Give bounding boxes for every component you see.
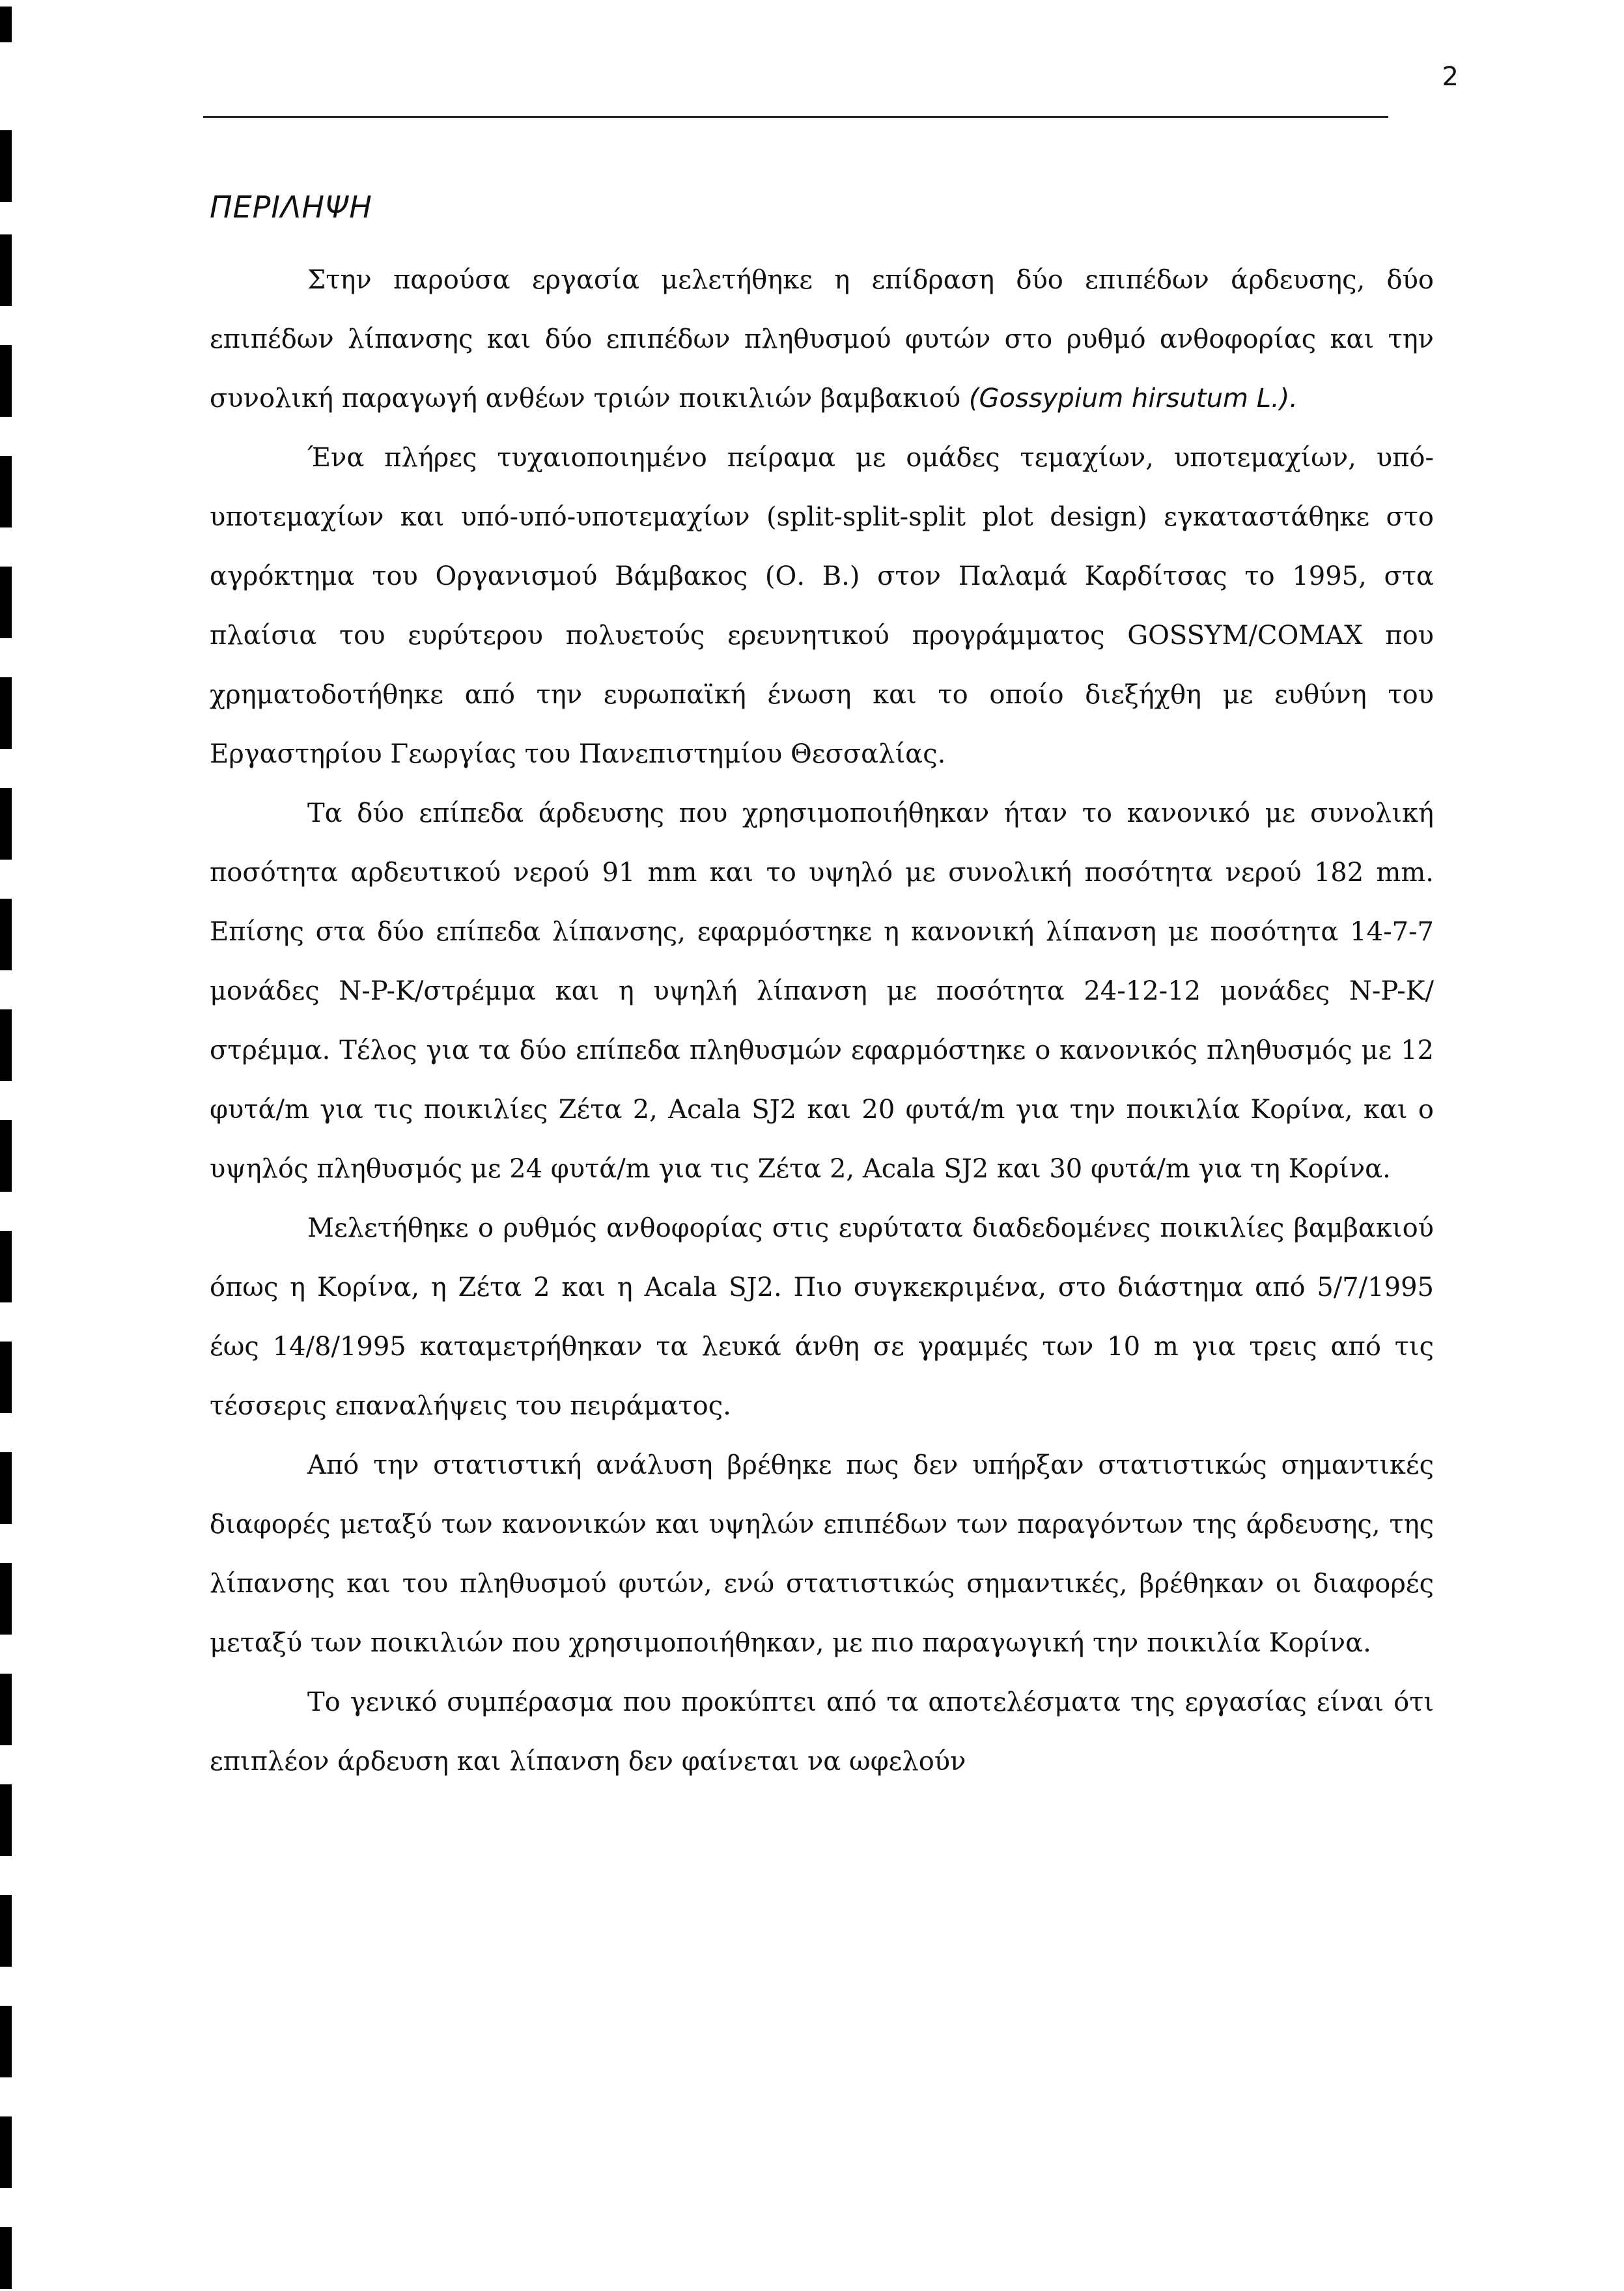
paragraph-1-text: Στην παρούσα εργασία μελετήθηκε η επίδραση δύο επιπέδων άρδευσης, δύο επιπέδων λίπανσης και δύο επιπέδων πληθυσμού φυτών στο ρυθμό ανθοφορίας και την συνολική παραγωγή ανθέων τριών ποικιλιών βαμβακιού [210,265,1434,414]
paragraph-1 [210,251,1434,429]
scan-mark [0,1452,12,1524]
paragraph-6: Το γενικό συμπέρασμα που προκύπτει από τα αποτελέσματα της εργασίας είναι ότι επιπλέον άρδευση και λίπανση δεν φαίνεται να ωφελούν [210,1687,1434,1777]
scan-mark [0,1120,12,1192]
scan-mark [0,1563,12,1635]
section-heading: ΠΕΡΙΛΗΨΗ [210,190,372,225]
scan-mark [0,1342,12,1413]
scan-mark [0,567,12,638]
scan-mark [0,677,12,749]
paragraph-3: Τα δύο επίπεδα άρδευσης που χρησιμοποιήθηκαν ήταν το κανονικό με συνολική ποσότητα αρδευτικού νερού 91 mm και το υψηλό με συνολική ποσότητα νερού 182 mm. Επίσης στα δύο επίπεδα λίπανσης, εφαρμόστηκε η κανονική λίπανση με ποσότητα 14-7-7 μονάδες N-P-K/στρέμμα και η υψηλή λίπανση με ποσότητα 24-12-12 μονάδες N-P-K/στρέμμα. Τέλος για τα δύο επίπεδα πληθυσμών εφαρμόστηκε ο κανονικός πληθυσμός με 12 φυτά/m για τις ποικιλίες Ζέτα 2, Acala SJ2 και 20 φυτά/m για την ποικιλία Κορίνα, και ο υψηλός πληθυσμός με 24 φυτά/m για τις Ζέτα 2, Acala SJ2 και 30 φυτά/m για τη Κορίνα. [210,798,1434,1184]
scan-mark [0,130,12,202]
scan-mark [0,1231,12,1302]
scan-mark [0,456,12,527]
scan-mark [0,1895,12,1967]
scan-mark [0,1009,12,1081]
scientific-name: (Gossypium hirsutum L.). [968,384,1298,414]
paragraph-5: Από την στατιστική ανάλυση βρέθηκε πως δεν υπήρξαν στατιστικώς σημαντικές διαφορές μεταξύ των κανονικών και υψηλών επιπέδων των παραγόντων της άρδευσης, της λίπανσης και του πληθυσμού φυτών, ενώ στατιστικώς σημαντικές, βρέθηκαν οι διαφορές μεταξύ των ποικιλιών που χρησιμοποιήθηκαν, με πιο παραγωγική την ποικιλία Κορίνα. [210,1450,1434,1658]
scan-mark [0,1674,12,1745]
paragraph-4: Μελετήθηκε ο ρυθμός ανθοφορίας στις ευρύτατα διαδεδομένες ποικιλίες βαμβακιού όπως η Κορίνα, η Ζέτα 2 και η Acala SJ2. Πιο συγκεκριμένα, στο διάστημα από 5/7/1995 έως 14/8/1995 καταμετρήθηκαν τα λευκά άνθη σε γραμμές των 10 m για τρεις από τις τέσσερις επαναλήψεις του πειράματος. [210,1213,1434,1421]
scan-mark [0,2227,12,2289]
scan-mark [0,7,12,42]
header-rule [203,116,1388,118]
paragraph-2: Ένα πλήρες τυχαιοποιημένο πείραμα με ομάδες τεμαχίων, υποτεμαχίων, υπό-υποτεμαχίων και υπό-υπό-υποτεμαχίων (split-split-split plot design) εγκαταστάθηκε στο αγρόκτημα του Οργανισμού Βάμβακος (Ο. Β.) στον Παλαμά Καρδίτσας το 1995, στα πλαίσια του ευρύτερου πολυετούς ερευνητικού προγράμματος GOSSYM/COMAX που χρηματοδοτήθηκε από την ευρωπαϊκή ένωση και το οποίο διεξήχθη με ευθύνη του Εργαστηρίου Γεωργίας του Πανεπιστημίου Θεσσαλίας. [210,443,1434,769]
scan-mark [0,788,12,860]
body-text [210,251,1434,1792]
scan-mark [0,2116,12,2188]
scan-mark [0,345,12,417]
scan-mark [0,899,12,970]
scan-mark [0,2006,12,2077]
scan-mark [0,234,12,306]
page-number: 2 [1442,62,1459,92]
scan-mark [0,1784,12,1856]
